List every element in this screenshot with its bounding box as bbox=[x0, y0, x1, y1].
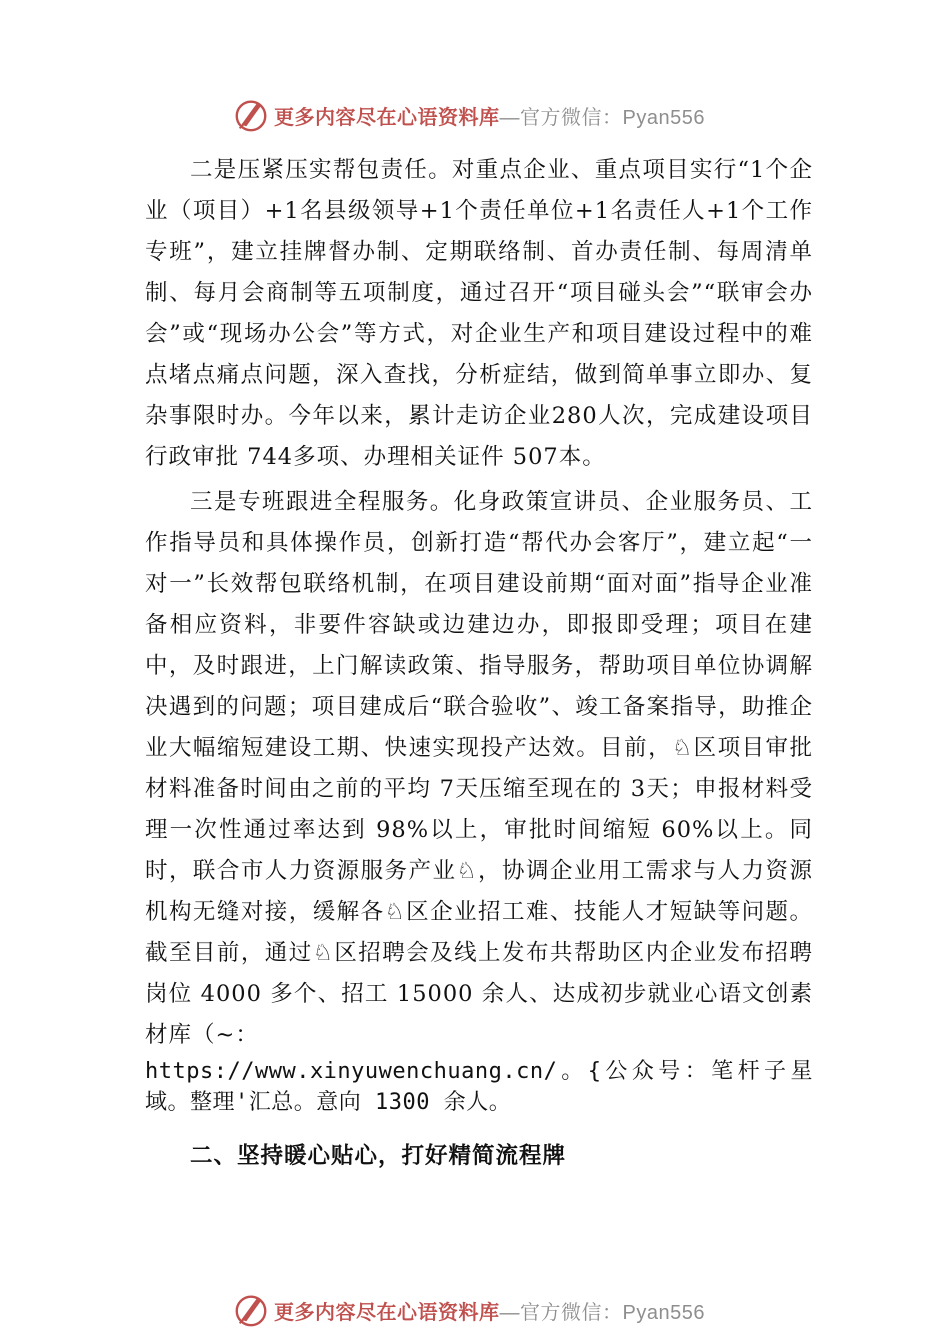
banner-text bbox=[274, 101, 705, 130]
document-body bbox=[145, 150, 813, 1176]
header-watermark-banner bbox=[232, 95, 705, 135]
banner-sub-text: —官方微信：Pyan556 bbox=[499, 106, 705, 129]
section-heading: 二、坚持暖心贴心，打好精简流程牌 bbox=[190, 1143, 567, 1169]
quill-pen-circle-icon bbox=[232, 1291, 270, 1329]
paragraph-service: 三是专班跟进全程服务。化身政策宣讲员、企业服务员、工作指导员和具体操作员，创新打造“帮代办会客厅”，建立起“一对一”长效帮包联络机制，在项目建设前期“面对面”指导企业准备相应资料，非要件容缺或边建边办，即报即受理；项目在建中，及时跟进，上门解读政策、指导服务，帮助项目单位协调解决遇到的问题；项目建成后“联合验收”、竣工备案指导，助推企业大幅缩短建设工期、快速实现投产达效。目前，♘区项目审批材料准备时间由之前的平均 7天压缩至现在的 3天；申报材料受理一次性通过率达到 98%以上，审批时间缩短 60%以上。同时，联合市人力资源服务产业♘，协调企业用工需求与人力资源机构无缝对接，缓解各♘区企业招工难、技能人才短缺等问题。截至目前，通过♘区招聘会及线上发布共帮助区内企业发布招聘岗位 4000 多个、招工 15000 余人、达成初步就业心语文创素材库（~： bbox=[145, 489, 813, 1048]
paragraph-responsibility: 二是压紧压实帮包责任。对重点企业、重点项目实行“1个企业（项目）+1名县级领导+1个责任单位+1名责任人+1个工作专班”，建立挂牌督办制、定期联络制、首办责任制、每周清单制、每月会商制等五项制度，通过召开“项目碰头会”“联审会办会”或“现场办公会”等方式，对企业生产和项目建设过程中的难点堵点痛点问题，深入查找，分析症结，做到简单事立即办、复杂事限时办。今年以来，累计走访企业280人次，完成建设项目行政审批 744多项、办理相关证件 507本。 bbox=[145, 157, 814, 470]
quill-pen-circle-icon bbox=[232, 96, 270, 134]
banner-text bbox=[274, 1296, 705, 1325]
banner-main-text: 更多内容尽在心语资料库 bbox=[274, 104, 500, 129]
banner-sub-text: —官方微信：Pyan556 bbox=[499, 1301, 705, 1324]
banner-main-text: 更多内容尽在心语资料库 bbox=[274, 1299, 500, 1324]
paragraph-url-line: https://www.xinyuwenchuang.cn/。{公众号：笔杆子星域。整理'汇总。意向 1300 余人。 bbox=[145, 1059, 813, 1115]
footer-watermark-banner bbox=[232, 1290, 705, 1330]
